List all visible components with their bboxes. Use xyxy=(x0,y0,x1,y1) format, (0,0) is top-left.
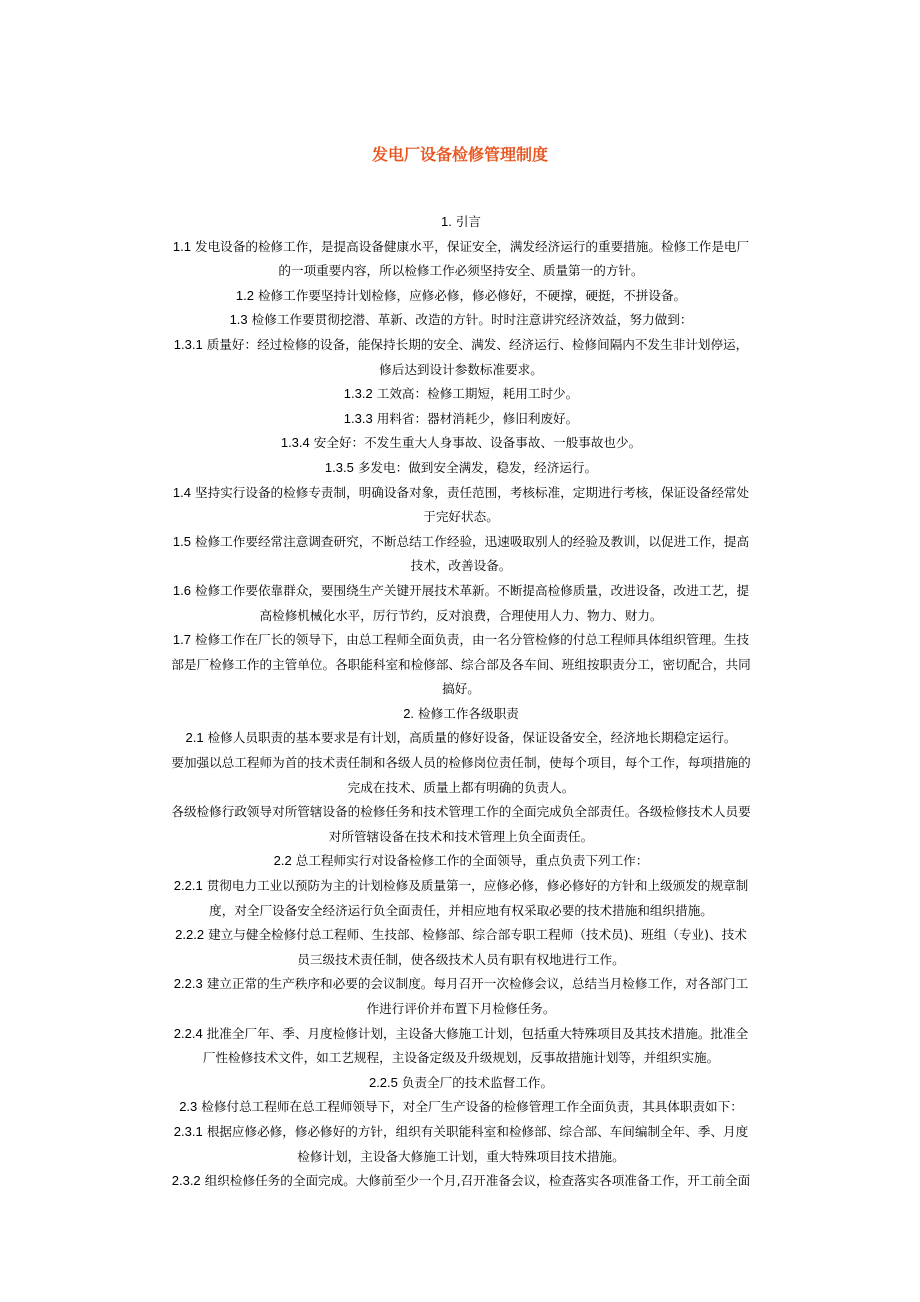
section-number: 1.1 xyxy=(172,238,191,254)
paragraph xyxy=(140,874,782,923)
section-number: 2.2 xyxy=(273,853,292,869)
section-number: 1.5 xyxy=(172,533,191,549)
section-number: 2.2.2 xyxy=(175,927,205,943)
paragraph xyxy=(140,1022,782,1071)
paragraph xyxy=(140,456,782,481)
paragraph xyxy=(140,308,782,333)
document-body xyxy=(140,210,782,1194)
paragraph xyxy=(140,333,782,382)
paragraph xyxy=(140,751,782,800)
section-number: 2.3.2 xyxy=(171,1173,201,1189)
paragraph xyxy=(140,923,782,972)
paragraph xyxy=(140,382,782,407)
section-number: 2.3 xyxy=(179,1099,198,1115)
paragraph-text: 检修工作要坚持计划检修，应修必修，修必修好，不硬撑，硬挺，不拼设备。 xyxy=(257,287,687,303)
paragraph-text: 负责全厂的技术监督工作。 xyxy=(401,1074,554,1090)
paragraph xyxy=(140,210,782,235)
section-number: 1.3.2 xyxy=(343,386,373,402)
paragraph xyxy=(140,628,782,702)
paragraph xyxy=(140,235,782,284)
paragraph-text: 检修工作要经常注意调查研究，不断总结工作经验，迅速吸取别人的经验及教训，以促进工作，提高 技术，改善设备。 xyxy=(194,533,750,574)
paragraph-text: 发电设备的检修工作，是提高设备健康水平，保证安全，满发经济运行的重要措施。检修工作是电厂 的一项重要内容，所以检修工作必须坚持安全、质量第一的方针。 xyxy=(194,238,750,279)
paragraph xyxy=(140,800,782,849)
section-number: 1.3.3 xyxy=(343,410,373,426)
paragraph xyxy=(140,702,782,727)
section-number: 1. xyxy=(440,214,452,229)
paragraph-text: 坚持实行设备的检修专责制，明确设备对象，责任范围，考核标准，定期进行考核，保证设备经常处 于完好状态。 xyxy=(194,484,750,525)
paragraph-text: 质量好：经过检修的设备，能保持长期的安全、满发、经济运行、检修间隔内不发生非计划停运， 修后达到设计参数标准要求。 xyxy=(206,336,749,377)
paragraph xyxy=(140,530,782,579)
section-number: 1.6 xyxy=(172,582,191,598)
paragraph xyxy=(140,726,782,751)
paragraph-text: 多发电：做到安全满发，稳发，经济运行。 xyxy=(357,459,598,475)
paragraph xyxy=(140,284,782,309)
paragraph-text: 检修工作在厂长的领导下，由总工程师全面负责，由一名分管检修的付总工程师具体组织管理。生技 部是厂检修工作的主管单位。各职能科室和检修部、综合部及各车间、班组按职责分工，密切配合，共同 搞好。 xyxy=(171,632,751,697)
paragraph xyxy=(140,481,782,530)
paragraph xyxy=(140,1071,782,1096)
paragraph-text: 检修工作各级职责 xyxy=(418,705,519,721)
section-number: 2.2.5 xyxy=(368,1074,398,1090)
paragraph xyxy=(140,1095,782,1120)
paragraph-text: 各级检修行政领导对所管辖设备的检修任务和技术管理工作的全面完成负全部责任。各级检修技术人员要 对所管辖设备在技术和技术管理上负全面责任。 xyxy=(171,804,751,844)
section-number: 2. xyxy=(403,705,415,721)
paragraph xyxy=(140,579,782,628)
paragraph xyxy=(140,431,782,456)
paragraph-text: 检修付总工程师在总工程师领导下，对全厂生产设备的检修管理工作全面负责，其具体职责如下： xyxy=(201,1099,743,1115)
paragraph xyxy=(140,1120,782,1169)
section-number: 1.3.4 xyxy=(280,435,310,451)
document-title: 发电厂设备检修管理制度 xyxy=(371,145,548,164)
paragraph-text: 引言 xyxy=(455,214,482,229)
paragraph-text: 建立正常的生产秩序和必要的会议制度。每月召开一次检修会议，总结当月检修工作，对各部门工 作进行评价并布置下月检修任务。 xyxy=(206,976,749,1016)
section-number: 1.3.5 xyxy=(324,459,354,475)
section-number: 1.4 xyxy=(172,484,191,500)
paragraph xyxy=(140,849,782,874)
paragraph-text: 要加强以总工程师为首的技术责任制和各级人员的检修岗位责任制，使每个项目，每个工作，每项措施的 完成在技术、质量上都有明确的负责人。 xyxy=(171,755,751,795)
paragraph xyxy=(140,407,782,432)
section-number: 1.3 xyxy=(229,312,248,328)
paragraph-text: 根据应修必修，修必修好的方针，组织有关职能科室和检修部、综合部、车间编制全年、季、月度 检修计划，主设备大修施工计划，重大特殊项目技术措施。 xyxy=(206,1123,749,1164)
paragraph-text: 检修工作要依靠群众，要围绕生产关键开展技术革新。不断提高检修质量，改进设备，改进工艺，提 高检修机械化水平，厉行节约，反对浪费，合理使用人力、物力、财力。 xyxy=(194,582,750,623)
section-number: 2.2.1 xyxy=(173,878,203,894)
paragraph-text: 检修人员职责的基本要求是有计划，高质量的修好设备，保证设备安全，经济地长期稳定运行。 xyxy=(207,730,737,746)
paragraph-text: 批准全厂年、季、月度检修计划，主设备大修施工计划，包括重大特殊项目及其技术措施。批准全 厂性检修技术文件，如工艺规程，主设备定级及升级规划，反事故措施计划等，并组织实施。 xyxy=(202,1025,749,1066)
section-number: 2.1 xyxy=(185,730,204,746)
paragraph-text: 安全好：不发生重大人身事故、设备事故、一般事故也少。 xyxy=(313,435,642,451)
paragraph-text: 总工程师实行对设备检修工作的全面领导，重点负责下列工作： xyxy=(295,853,649,869)
section-number: 1.7 xyxy=(172,632,191,648)
paragraph xyxy=(140,1169,782,1194)
paragraph-text: 贯彻电力工业以预防为主的计划检修及质量第一，应修必修，修必修好的方针和上级颁发的规章制 度，对全厂设备安全经济运行负全面责任，并相应地有权采取必要的技术措施和组织措施。 xyxy=(206,878,749,918)
paragraph-text: 建立与健全检修付总工程师、生技部、检修部、综合部专职工程师（技术员)、班组（专业)、技术 员三级技术责任制，使各级技术人员有职有权地进行工作。 xyxy=(208,927,747,967)
paragraph-text: 组织检修任务的全面完成。大修前至少一个月,召开准备会议，检查落实各项准备工作，开工前全面 xyxy=(204,1173,751,1189)
section-number: 2.2.4 xyxy=(173,1025,203,1041)
section-number: 2.3.1 xyxy=(173,1123,203,1139)
paragraph xyxy=(140,972,782,1021)
paragraph-text: 用料省：器材消耗少，修旧利废好。 xyxy=(376,410,579,426)
paragraph-text: 工效高：检修工期短，耗用工时少。 xyxy=(376,386,579,402)
section-number: 2.2.3 xyxy=(173,976,203,992)
paragraph-text: 检修工作要贯彻挖潜、革新、改造的方针。时时注意讲究经济效益，努力做到： xyxy=(251,312,693,328)
section-number: 1.2 xyxy=(235,287,254,303)
section-number: 1.3.1 xyxy=(173,336,203,352)
